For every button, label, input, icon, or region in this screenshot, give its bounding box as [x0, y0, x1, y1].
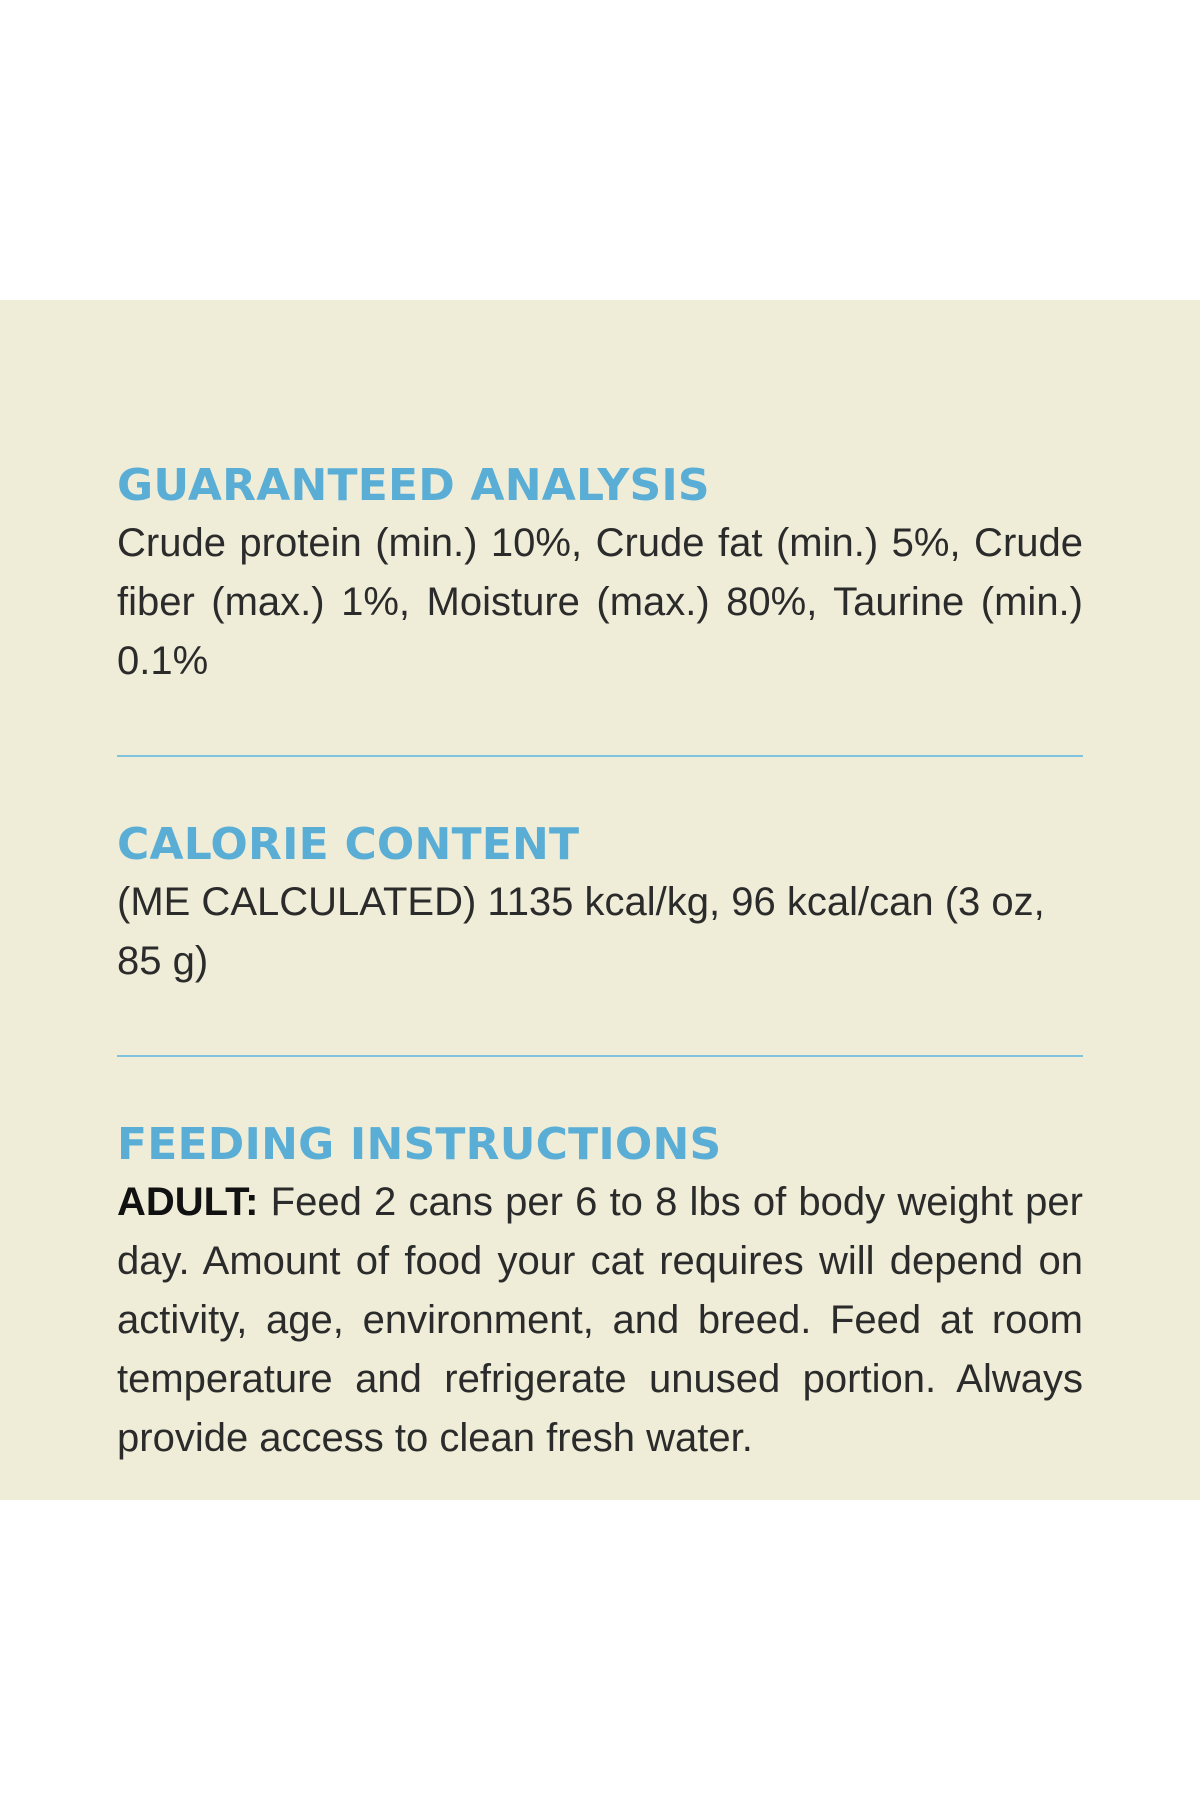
feeding-instructions-title: FEEDING INSTRUCTIONS	[117, 1119, 722, 1170]
feeding-instructions-body: Feed 2 cans per 6 to 8 lbs of body weight per day. Amount of food your cat requires will depend on activity, age, environment, and breed. Feed at room temperature and refrigerate unused portion. Always provide access to clean fresh water.	[117, 1180, 1083, 1460]
guaranteed-analysis-section	[117, 460, 1083, 691]
calorie-content-text: (ME CALCULATED) 1135 kcal/kg, 96 kcal/can (3 oz, 85 g)	[117, 880, 1045, 983]
info-content	[117, 460, 1083, 1468]
section-divider	[117, 1055, 1083, 1057]
calorie-content-title: CALORIE CONTENT	[117, 819, 580, 870]
info-panel	[0, 300, 1200, 1500]
section-divider	[117, 755, 1083, 757]
feeding-instructions-section	[117, 1119, 1083, 1468]
guaranteed-analysis-title: GUARANTEED ANALYSIS	[117, 460, 710, 511]
adult-label: ADULT:	[117, 1180, 259, 1224]
calorie-content-section	[117, 819, 1083, 991]
feeding-instructions-text	[117, 1173, 1083, 1468]
guaranteed-analysis-text: Crude protein (min.) 10%, Crude fat (min.) 5%, Crude fiber (max.) 1%, Moisture (max.) 80%, Taurine (min.) 0.1%	[117, 521, 1083, 683]
